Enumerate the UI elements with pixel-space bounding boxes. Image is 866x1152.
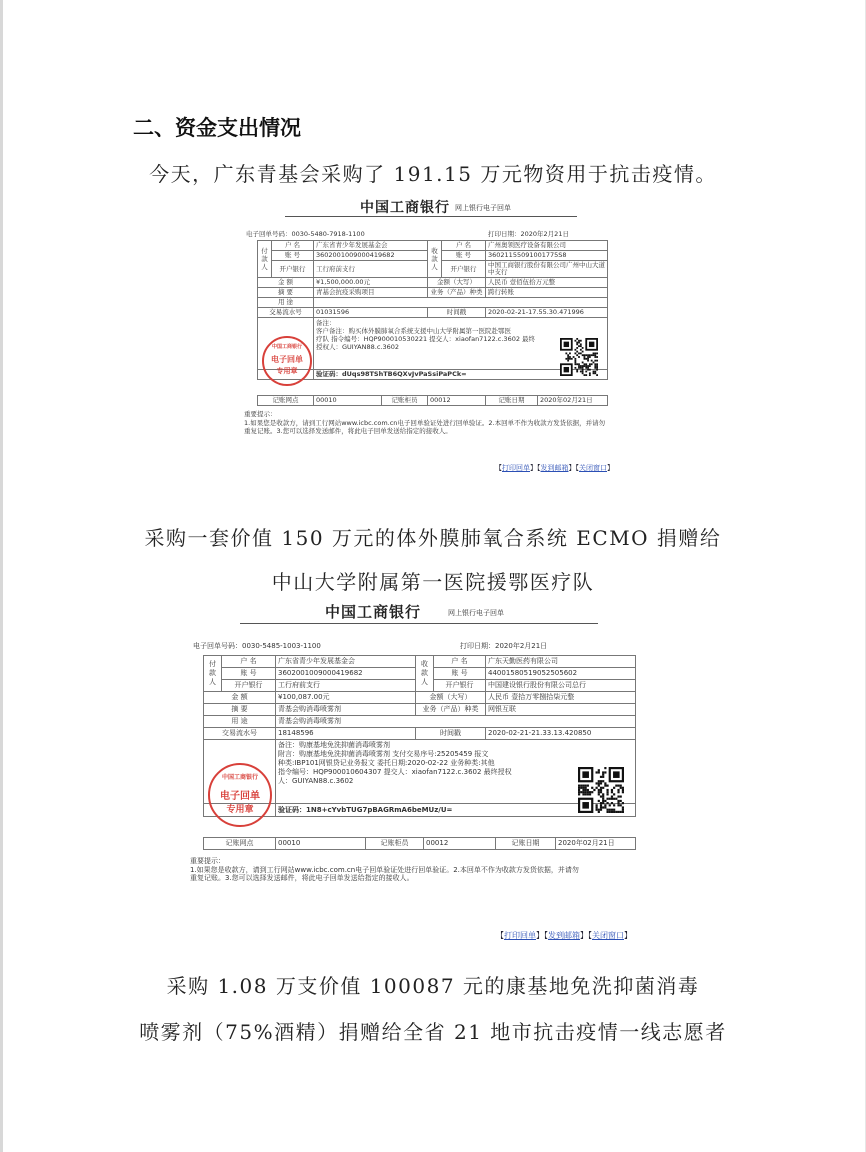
section-heading: 二、资金支出情况 bbox=[133, 116, 301, 140]
receipt-bank-name: 中国工商银行 bbox=[360, 200, 450, 216]
receipt-bottom-row bbox=[203, 837, 636, 850]
print-receipt-link[interactable]: 打印回单 bbox=[502, 464, 530, 472]
receipt-links: 【打印回单】【发到邮箱】【关闭窗口】 bbox=[495, 464, 614, 472]
payee-acct-label: 账 号 bbox=[442, 251, 486, 261]
receipt-number: 电子回单号码：0030-5485-1003-1100 bbox=[193, 642, 321, 650]
receipt-subtitle: 网上银行电子回单 bbox=[448, 609, 504, 617]
amount-cn: 人民币 壹佰伍拾万元整 bbox=[486, 278, 608, 288]
amount: ¥100,087.00元 bbox=[276, 692, 416, 704]
payee-name-label: 户 名 bbox=[442, 241, 486, 251]
amount-label: 金 额 bbox=[204, 692, 276, 704]
notes-line-2: 重复记账。3.您可以选择发送邮件，将此电子回单发送给指定的接收人。 bbox=[190, 874, 414, 882]
receipt-title-rule bbox=[240, 623, 598, 624]
payer-acct: 3602001009000419682 bbox=[314, 251, 428, 261]
amount-cn-label: 金额（大写） bbox=[416, 692, 486, 704]
payer-label: 付款人 bbox=[204, 656, 222, 692]
bottom-teller-label: 记账柜员 bbox=[366, 838, 424, 850]
payee-acct: 44001580519052505602 bbox=[486, 668, 636, 680]
bottom-teller: 00012 bbox=[424, 838, 496, 850]
print-receipt-link[interactable]: 打印回单 bbox=[504, 931, 536, 940]
receipt-links: 【打印回单】【发到邮箱】【关闭窗口】 bbox=[496, 931, 632, 940]
payee-bank: 中国建设银行股份有限公司总行 bbox=[486, 680, 636, 692]
receipt-bank-name: 中国工商银行 bbox=[325, 603, 422, 621]
payee-label: 收款人 bbox=[416, 656, 434, 692]
close-window-link[interactable]: 关闭窗口 bbox=[579, 464, 607, 472]
print-date: 打印日期：2020年2月21日 bbox=[488, 230, 569, 238]
print-date: 打印日期：2020年2月21日 bbox=[460, 642, 548, 650]
summary-label: 摘 要 bbox=[258, 288, 314, 298]
payee-name: 广州奥领医疗设备有限公司 bbox=[486, 241, 608, 251]
time: 2020-02-21-21.33.13.420850 bbox=[486, 728, 636, 740]
biz-label: 业务（产品）种类 bbox=[428, 288, 486, 298]
bottom-date-label: 记账日期 bbox=[486, 396, 538, 406]
seal-stamp bbox=[262, 336, 312, 386]
payer-label: 付款人 bbox=[258, 241, 272, 278]
bottom-date: 2020年02月21日 bbox=[538, 396, 608, 406]
notes-title: 重要提示： bbox=[244, 410, 277, 418]
send-mail-link[interactable]: 发到邮箱 bbox=[540, 464, 569, 472]
serial: 01031596 bbox=[314, 308, 428, 318]
paragraph-3-line-1: 采购 1.08 万支价值 100087 元的康基地免洗抑菌消毒 bbox=[166, 974, 700, 998]
payer-bank: 工行府前支行 bbox=[314, 261, 428, 278]
seal-stamp bbox=[208, 763, 272, 827]
receipt-title-rule bbox=[285, 216, 577, 217]
payer-bank-label: 开户银行 bbox=[272, 261, 314, 278]
bottom-teller-label: 记账柜员 bbox=[382, 396, 428, 406]
bottom-date-label: 记账日期 bbox=[496, 838, 556, 850]
summary-label: 摘 要 bbox=[204, 704, 276, 716]
payee-name: 广东天勤医药有限公司 bbox=[486, 656, 636, 668]
payer-name-label: 户 名 bbox=[222, 656, 276, 668]
qr-code-icon bbox=[578, 767, 624, 813]
remark-title: 备注： bbox=[316, 319, 336, 327]
close-window-link[interactable]: 关闭窗口 bbox=[592, 931, 624, 940]
qr-code-icon bbox=[560, 338, 598, 376]
verify-code: 验证码：1N8+cYvbTUG7pBAGRmA6beMUz/U= bbox=[276, 804, 636, 817]
notes-title: 重要提示： bbox=[190, 857, 225, 865]
serial-label: 交易流水号 bbox=[204, 728, 276, 740]
verify-code: 验证码：dUqs98TShTB6QXvJvPaSsiPaPCk= bbox=[314, 370, 608, 380]
send-mail-link[interactable]: 发到邮箱 bbox=[548, 931, 580, 940]
bottom-site-label: 记账网点 bbox=[204, 838, 276, 850]
paragraph-3-line-2: 喷雾剂（75%酒精）捐赠给全省 21 地市抗击疫情一线志愿者 bbox=[139, 1020, 727, 1044]
time-label: 时间戳 bbox=[428, 308, 486, 318]
use-label: 用 途 bbox=[204, 716, 276, 728]
receipt-number: 电子回单号码：0030-5480-7918-1100 bbox=[246, 230, 365, 238]
payer-name: 广东省青少年发展基金会 bbox=[314, 241, 428, 251]
payee-acct: 36021155091001775S8 bbox=[486, 251, 608, 261]
important-notes bbox=[244, 410, 624, 436]
remark-line-4: 指令编号：HQP900010604307 提交人：xiaofan7122.c.3602 最终授权 bbox=[278, 768, 512, 776]
biz-label: 业务（产品）种类 bbox=[416, 704, 486, 716]
payee-bank-label: 开户银行 bbox=[442, 261, 486, 278]
remark-line-5: 人：GUIYAN88.c.3602 bbox=[278, 777, 354, 785]
amount-label: 金 额 bbox=[258, 278, 314, 288]
serial: 18148596 bbox=[276, 728, 416, 740]
biz: 网银互联 bbox=[486, 704, 636, 716]
payee-bank: 中国工商银行股份有限公司广州中山大道中支行 bbox=[486, 261, 608, 278]
biz: 跨行转账 bbox=[486, 288, 608, 298]
seal-line-1: 电子回单 bbox=[271, 355, 303, 364]
important-notes bbox=[190, 857, 660, 883]
remark-line-3: 授权人：GUIYAN88.c.3602 bbox=[316, 343, 400, 351]
use-label: 用 途 bbox=[258, 298, 314, 308]
use: 青基会购消毒喷雾剂 bbox=[276, 716, 636, 728]
remark-line-3: 种类:IBP101网银贷记业务报文 委托日期:2020-02-22 业务种类:其他 bbox=[278, 759, 495, 767]
seal-bank: 中国工商银行 bbox=[271, 344, 302, 350]
paragraph-2-line-2: 中山大学附属第一医院援鄂医疗队 bbox=[271, 570, 595, 594]
seal-line-2: 专用章 bbox=[276, 367, 298, 375]
time-label: 时间戳 bbox=[416, 728, 486, 740]
payee-acct-label: 账 号 bbox=[434, 668, 486, 680]
payer-acct: 3602001009000419682 bbox=[276, 668, 416, 680]
seal-bank: 中国工商银行 bbox=[221, 774, 258, 781]
time: 2020-02-21-17.55.30.471996 bbox=[486, 308, 608, 318]
payee-bank-label: 开户银行 bbox=[434, 680, 486, 692]
remark-line-1: 备注：购康基地免洗抑菌消毒喷雾剂 bbox=[278, 741, 390, 749]
payee-name-label: 户 名 bbox=[434, 656, 486, 668]
bottom-teller: 00012 bbox=[428, 396, 486, 406]
receipt-bottom-row bbox=[257, 395, 608, 406]
bottom-site-label: 记账网点 bbox=[258, 396, 314, 406]
bottom-site: 00010 bbox=[314, 396, 382, 406]
seal-line-1: 电子回单 bbox=[220, 791, 260, 802]
payer-acct-label: 账 号 bbox=[222, 668, 276, 680]
seal-line-2: 专用章 bbox=[226, 805, 254, 815]
payer-name: 广东省青少年发展基金会 bbox=[276, 656, 416, 668]
payer-acct-label: 账 号 bbox=[272, 251, 314, 261]
bottom-site: 00010 bbox=[276, 838, 366, 850]
paragraph-1: 今天，广东青基会采购了 191.15 万元物资用于抗击疫情。 bbox=[149, 162, 717, 186]
amount-cn: 人民币 壹拾万零捌拾柒元整 bbox=[486, 692, 636, 704]
notes-line-1: 1.如果您是收款方，请到工行网站www.icbc.com.cn电子回单验证处进行回单验证。2.本回单不作为收款方发货依据，并请勿 bbox=[190, 865, 579, 874]
paragraph-2-line-1: 采购一套价值 150 万元的体外膜肺氧合系统 ECMO 捐赠给 bbox=[144, 526, 722, 550]
payer-bank-label: 开户银行 bbox=[222, 680, 276, 692]
amount-cn-label: 金额（大写） bbox=[428, 278, 486, 288]
serial-label: 交易流水号 bbox=[258, 308, 314, 318]
bottom-date: 2020年02月21日 bbox=[556, 838, 636, 850]
receipt-subtitle: 网上银行电子回单 bbox=[455, 204, 511, 212]
notes-line-1: 1.如果您是收款方，请到工行网站www.icbc.com.cn电子回单验证处进行回单验证。2.本回单不作为收款方发货依据，并请勿 bbox=[244, 418, 606, 427]
notes-line-2: 重复记账。3.您可以选择发送邮件，将此电子回单发送给指定的接收人。 bbox=[244, 427, 452, 435]
amount: ¥1,500,000.00元 bbox=[314, 278, 428, 288]
remark-line-2: 附言：购康基地免洗抑菌消毒喷雾剂 支付交易序号:25205459 报文 bbox=[278, 750, 489, 758]
payee-label: 收款人 bbox=[428, 241, 442, 278]
remark-line-1: 客户备注：购买体外膜肺氧合系统支援中山大学附属第一医院赴鄂医 bbox=[316, 327, 511, 335]
use bbox=[314, 298, 608, 308]
summary: 青基会购消毒喷雾剂 bbox=[276, 704, 416, 716]
remark-line-2: 疗队 指令编号：HQP900010530221 提交人：xiaofan7122.c.3602 最终 bbox=[316, 335, 536, 343]
payer-name-label: 户 名 bbox=[272, 241, 314, 251]
summary: 青基会抗疫采购项目 bbox=[314, 288, 428, 298]
payer-bank: 工行府前支行 bbox=[276, 680, 416, 692]
